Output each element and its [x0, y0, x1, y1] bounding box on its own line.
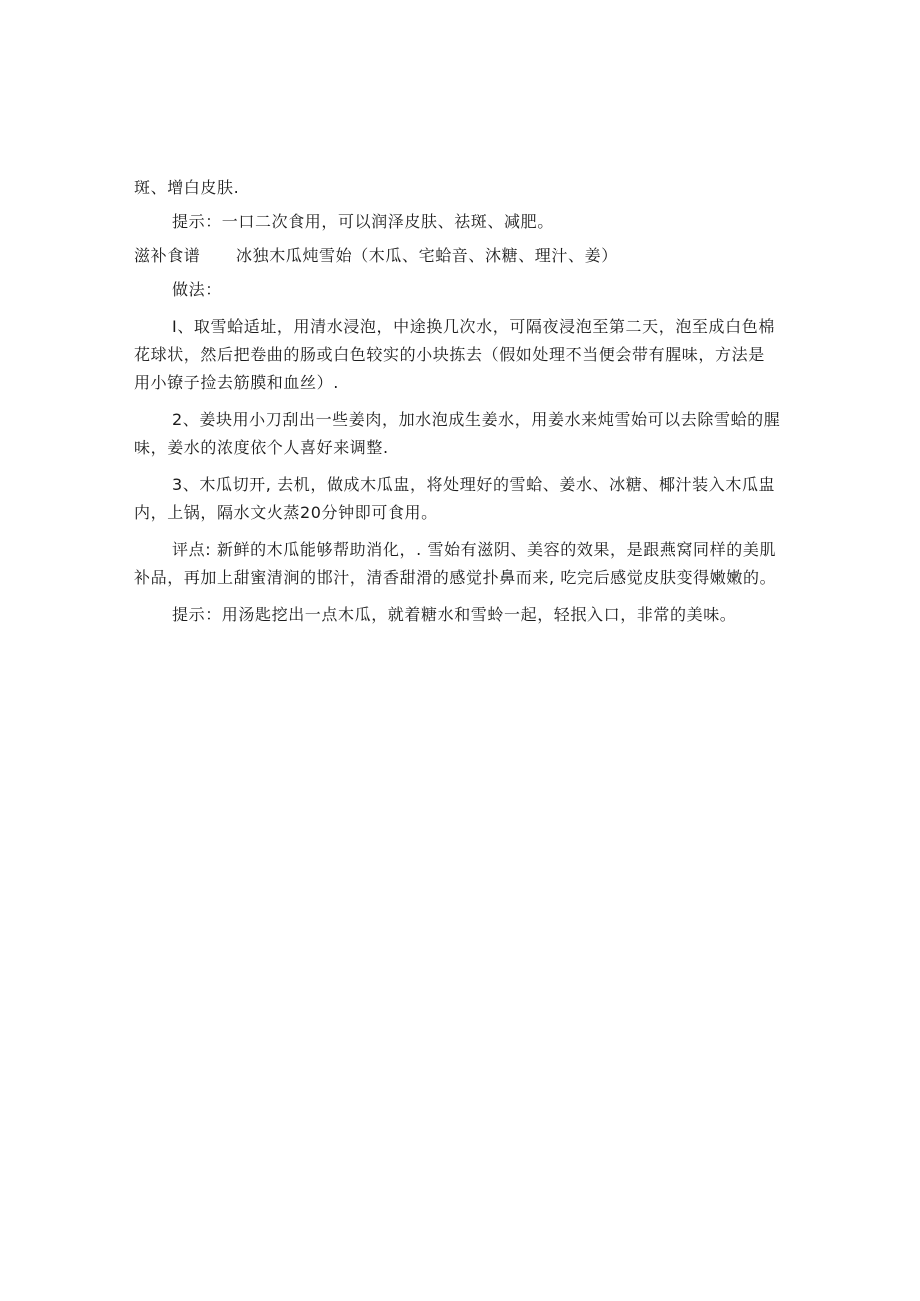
step-1-line: 用小镣子捡去筋膜和血丝）.	[134, 373, 339, 392]
step-2-paragraph	[134, 406, 794, 462]
tip-paragraph-2: 提示：用汤匙挖出一点木瓜，就着糖水和雪蛉一起，轻抿入口，非常的美味。	[172, 605, 737, 624]
recipe-title-row	[134, 242, 794, 270]
step-3-line: 内，上锅，隔水文火蒸20分钟即可食用。	[134, 503, 438, 522]
step-2-line: 2、姜块用小刀刮出一些姜肉，加水泡成生姜水，用姜水来炖雪始可以去除雪蛤的腥	[172, 410, 781, 429]
method-heading: 做法：	[172, 280, 222, 299]
step-3-paragraph	[134, 471, 794, 527]
step-1-line: 花球状，然后把卷曲的肠或白色较实的小块拣去（假如处理不当便会带有腥味，方法是	[134, 345, 765, 364]
step-3-line: 3、木瓜切开, 去机，做成木瓜盅，将处理好的雪蛤、姜水、冰糖、椰汁装入木瓜盅	[172, 475, 776, 494]
review-line: 补品，再加上甜蜜清涧的邯汁，清香甜滑的感觉扑鼻而来, 吃完后感觉皮肤变得嫩嫩的。	[134, 568, 777, 587]
tip-paragraph-1: 提示：一口二次食用，可以润泽皮肤、祛斑、减肥。	[172, 212, 554, 231]
review-paragraph	[134, 536, 794, 592]
step-1-paragraph	[134, 313, 794, 397]
recipe-title: 冰独木瓜炖雪始（木瓜、宅蛤音、沐糖、理汁、姜）	[236, 246, 618, 265]
step-2-line: 味，姜水的浓度依个人喜好来调整.	[134, 438, 389, 457]
review-line: 评点: 新鲜的木瓜能够帮助消化，. 雪始有滋阴、美容的效果，是跟燕窝同样的美肌	[172, 540, 777, 559]
text-line-continuation: 斑、增白皮肤.	[134, 178, 240, 197]
recipe-label: 滋补食谱	[134, 246, 201, 265]
step-1-line: I、取雪蛤适址，用清水浸泡，中途换几次水，可隔夜浸泡至第二天，泡至成白色棉	[172, 317, 775, 336]
document-body	[134, 174, 794, 629]
